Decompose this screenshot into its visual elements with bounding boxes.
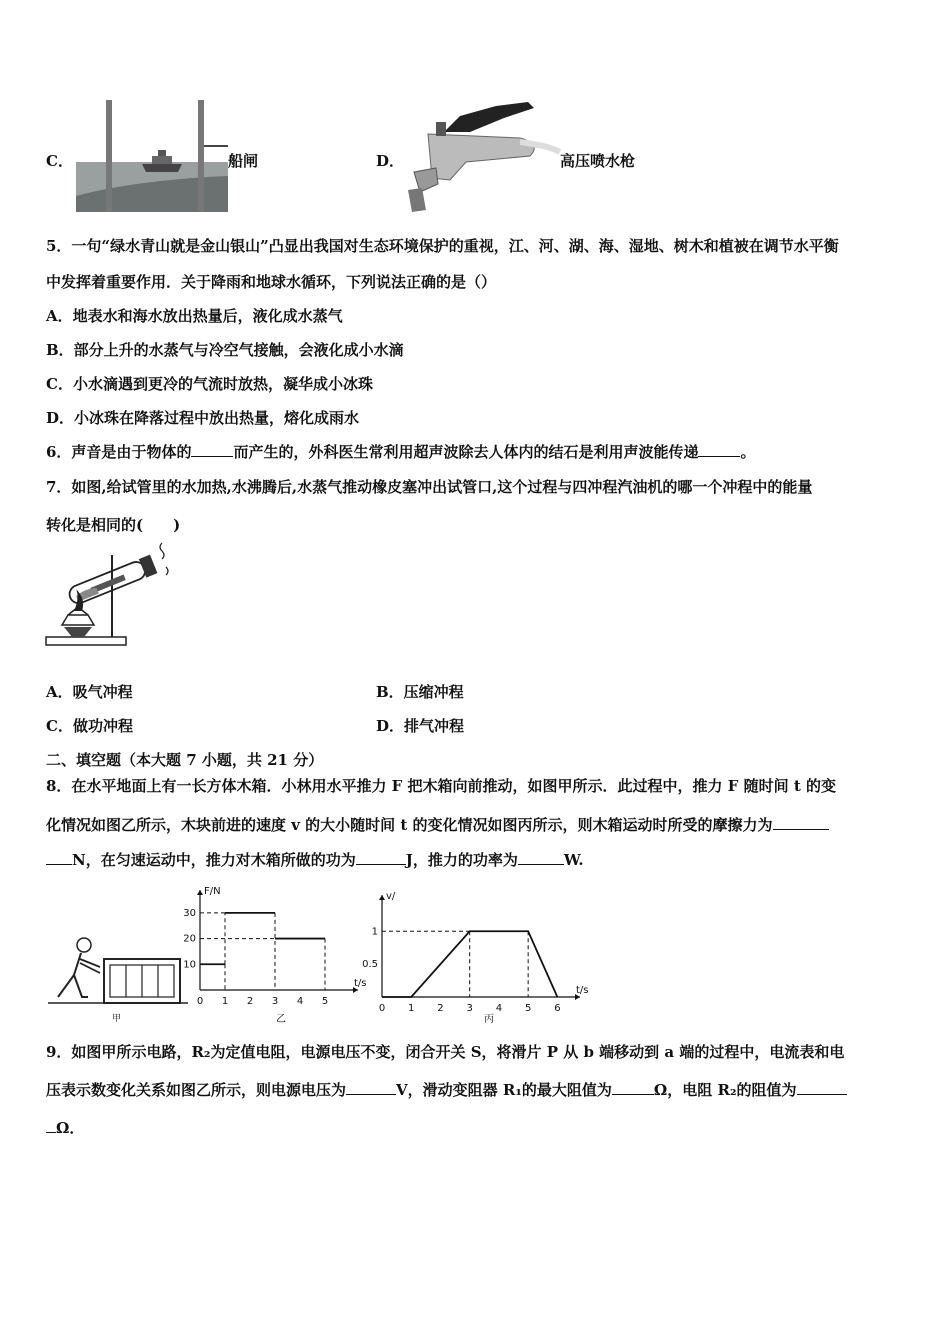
- vt-x-axis-label: t/s: [576, 985, 589, 996]
- q8-text-line3b: J，推力的功率为: [405, 851, 518, 869]
- q8-blank-friction-a[interactable]: [773, 815, 829, 830]
- ft-y-axis-label: F/N: [204, 886, 221, 897]
- q9-text-line3: Ω．: [56, 1119, 85, 1137]
- ft-x-tick: 5: [321, 996, 329, 1007]
- vt-y-arrow: [379, 895, 385, 900]
- q6-blank-1[interactable]: [191, 442, 233, 457]
- vt-x-tick: 5: [524, 1003, 532, 1014]
- fig-bing-label: 丙: [484, 1014, 494, 1025]
- q8-blank-work[interactable]: [356, 850, 406, 865]
- q5-option-d: D．小冰珠在降落过程中放出热量，熔化成雨水: [46, 409, 360, 427]
- q7-option-b: B．压缩冲程: [376, 683, 464, 701]
- vt-x-tick: 6: [554, 1003, 561, 1014]
- ft-y-tick: 10: [183, 959, 196, 971]
- fig-yi-label: 乙: [276, 1014, 286, 1025]
- vt-x-tick: 2: [437, 1003, 444, 1014]
- q9-stem-line2: [46, 1080, 847, 1100]
- q9-blank-r1-max[interactable]: [612, 1080, 654, 1095]
- q4-option-d-letter: D．: [376, 152, 405, 170]
- section-heading-fill-in: 二、填空题（本大题 7 小题，共 21 分）: [46, 751, 324, 769]
- q5-option-a: A．地表水和海水放出热量后，液化成水蒸气: [46, 307, 343, 325]
- q8-stem-line2: [46, 815, 829, 835]
- q4-option-c-caption: 船闸: [228, 152, 259, 170]
- q8-text-line3c: W.: [563, 851, 584, 869]
- q6-text-part1: 6．声音是由于物体的: [46, 443, 192, 461]
- q4-option-c-letter: C．: [46, 152, 73, 170]
- q9-text-line2c: Ω，电阻 R₂的阻值为: [653, 1081, 797, 1099]
- ft-y-tick: 30: [183, 907, 196, 919]
- q5-option-b: B．部分上升的水蒸气与冷空气接触，会液化成小水滴: [46, 341, 404, 359]
- test-tube-experiment-illustration: [44, 545, 174, 655]
- velocity-time-chart: [362, 885, 589, 1025]
- q4-option-d-caption: 高压喷水枪: [560, 152, 636, 170]
- q9-blank-r2-b[interactable]: [46, 1118, 56, 1133]
- q6-blank-2[interactable]: [698, 442, 740, 457]
- ft-x-tick: 2: [246, 996, 254, 1007]
- q7-option-c: C．做功冲程: [46, 717, 133, 735]
- q9-blank-r2[interactable]: [797, 1080, 847, 1095]
- vt-y-tick: 0.5: [362, 959, 378, 971]
- ft-x-tick: 3: [271, 996, 279, 1007]
- q6-text-part2: 而产生的，外科医生常利用超声波除去人体内的结石是利用声波能传递: [233, 443, 699, 461]
- vt-x-tick: 3: [466, 1003, 473, 1014]
- q8-text-line3a: N，在匀速运动中，推力对木箱所做的功为: [72, 851, 356, 869]
- vt-x-tick: 4: [495, 1003, 503, 1014]
- q9-text-line2a: 压表示数变化关系如图乙所示，则电源电压为: [46, 1081, 347, 1099]
- ft-y-arrow: [197, 890, 203, 895]
- q6-text-part3: 。: [740, 443, 756, 461]
- person-pushing-box-illustration: [48, 905, 188, 1025]
- q5-stem-line1: 5．一句“绿水青山就是金山银山”凸显出我国对生态环境保护的重视，江、河、湖、海、湿地、树木和植被在调节水平衡: [46, 237, 839, 255]
- ft-x-tick: 0: [196, 996, 204, 1007]
- q5-option-c: C．小水滴遇到更冷的气流时放热，凝华成小冰珠: [46, 375, 373, 393]
- q7-stem-line1: 7．如图,给试管里的水加热,水沸腾后,水蒸气推动橡皮塞冲出试管口,这个过程与四冲程汽油机的哪一个冲程中的能量: [46, 478, 813, 496]
- q6-stem: [46, 442, 755, 462]
- q9-stem-line3: [46, 1118, 84, 1138]
- q9-blank-voltage[interactable]: [346, 1080, 396, 1095]
- q8-stem-line1: 8．在水平地面上有一长方体木箱．小林用水平推力 F 把木箱向前推动，如图甲所示．此过程中，推力 F 随时间 t 的变: [46, 777, 837, 795]
- vt-y-tick: 1: [371, 926, 378, 938]
- ship-lock-illustration: [76, 100, 228, 212]
- q7-stem-line2: 转化是相同的( ): [46, 516, 181, 534]
- ft-x-tick: 4: [296, 996, 304, 1007]
- force-time-chart: [180, 885, 367, 1025]
- vt-x-tick: 1: [408, 1003, 415, 1014]
- q9-stem-line1: 9．如图甲所示电路，R₂为定值电阻，电源电压不变，闭合开关 S，将滑片 P 从 b 端移动到 a 端的过程中，电流表和电: [46, 1043, 845, 1061]
- q8-stem-line3: [46, 850, 584, 870]
- q5-stem-line2: 中发挥着重要作用．关于降雨和地球水循环，下列说法正确的是（）: [46, 273, 497, 291]
- vt-y-axis-label: v/: [386, 891, 396, 902]
- ft-y-tick: 20: [183, 933, 196, 945]
- q7-option-a: A．吸气冲程: [46, 683, 133, 701]
- q8-text-line2: 化情况如图乙所示，木块前进的速度 v 的大小随时间 t 的变化情况如图丙所示，则木箱运动时所受的摩擦力为: [46, 816, 773, 834]
- ft-x-axis-label: t/s: [354, 978, 367, 989]
- q8-blank-friction-b[interactable]: [46, 850, 72, 865]
- ft-x-tick: 1: [221, 996, 229, 1007]
- water-gun-illustration: [400, 98, 560, 214]
- fig-jia-label: 甲: [112, 1014, 122, 1024]
- vt-x-tick: 0: [378, 1003, 386, 1014]
- q9-text-line2b: V，滑动变阻器 R₁的最大阻值为: [396, 1081, 612, 1099]
- q8-blank-power[interactable]: [518, 850, 564, 865]
- q7-option-d: D．排气冲程: [376, 717, 465, 735]
